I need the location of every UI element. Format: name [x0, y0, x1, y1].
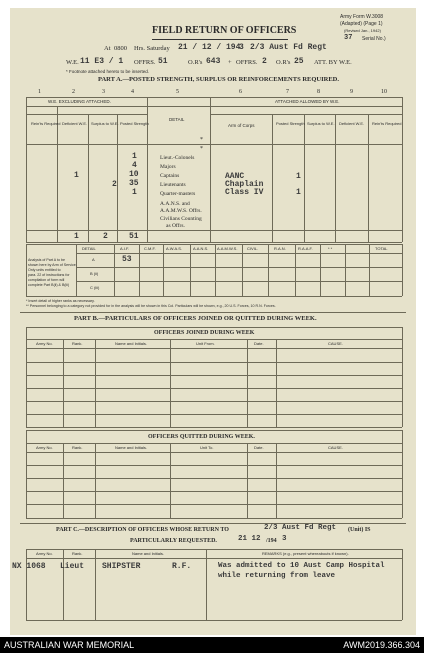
offrs-value: 51	[158, 57, 168, 66]
part-c-header-army-no: Army No.	[36, 551, 53, 556]
return-year-digit: 3	[239, 43, 244, 52]
part-c-unit: 2/3 Aust Fd Regt	[264, 524, 337, 532]
col-number-8: 8	[317, 89, 320, 95]
field-return-form	[10, 8, 416, 635]
we-excluding-attached-header: W.E. EXCLUDING ATTACHED.	[48, 99, 111, 104]
part-b-title: PART B.—PARTICULARS OF OFFICERS JOINED OR QUITTED DURING WEEK.	[74, 315, 317, 322]
quitted-header-rank: Rank.	[72, 445, 83, 450]
quitted-header-unit-to: Unit To.	[200, 445, 214, 450]
total-reints: 1	[74, 232, 79, 241]
archive-name: AUSTRALIAN WAR MEMORIAL	[4, 640, 135, 650]
analysis-header-aans: A.A.N.S.	[193, 246, 209, 251]
detail-header: DETAIL	[169, 117, 185, 122]
analysis-note-2: shown here by Arm of Service.	[28, 263, 77, 267]
analysis-header-cmf: C.M.F.	[144, 246, 156, 251]
ors2-value: 25	[294, 57, 304, 66]
we-value: 11 E3 / 1	[80, 57, 124, 66]
header-attached-surplus: Surplus to W.E.	[307, 121, 335, 126]
part-c-requested: PARTICULARLY REQUESTED.	[130, 538, 217, 544]
analysis-row-a: A	[92, 257, 95, 262]
army-form-number: Army Form W.3008	[340, 14, 384, 20]
total-surplus: 2	[103, 232, 108, 241]
analysis-note-5: compilation of form will	[28, 278, 65, 282]
part-c-remark-line-2: while returning from leave	[218, 572, 336, 580]
serial-number-value: 37	[344, 34, 353, 42]
we-label: W.E.	[66, 59, 79, 66]
part-c-unit-is: (Unit) IS	[348, 527, 371, 533]
total-posted: 51	[129, 232, 139, 241]
analysis-header-aif: A.I.F.	[120, 246, 130, 251]
analysis-header-raaf: R.A.A.F.	[298, 246, 313, 251]
part-a-title: PART A.—POSTED STRENGTH, SURPLUS OR REINFORCEMENTS REQUIRED.	[98, 76, 339, 83]
header-deficient-we: Deficient W.E.	[62, 121, 88, 126]
quitted-header-name: Name and Initials.	[115, 445, 148, 450]
analysis-header-awas: A.W.A.S.	[166, 246, 183, 251]
offrs2-value: 2	[262, 57, 267, 66]
analysis-header-civil: CIVIL.	[247, 246, 259, 251]
col-number-4: 4	[131, 89, 134, 95]
detail-asterisk: *	[200, 137, 203, 143]
quitted-header-date: Date.	[254, 445, 264, 450]
analysis-header-ran: R.A.N.	[274, 246, 286, 251]
posted-lt-col: 1	[132, 152, 137, 161]
arm-aanc: AANC	[225, 172, 245, 181]
header-attached-posted-strength: Posted Strength	[276, 121, 305, 126]
header-reints-required: Rein'ts Required	[31, 121, 61, 126]
joined-header-rank: Rank.	[72, 341, 83, 346]
rank-civilians: Civilians Counting	[160, 216, 202, 222]
attached-allowed-header: ATTACHED ALLOWED BY W.E.	[275, 99, 340, 104]
header-attached-reints: Rein'ts Required	[372, 121, 402, 126]
attached-posted-2: 1	[296, 188, 301, 197]
header-surplus-we: Surplus to W.E.	[91, 121, 119, 126]
analysis-note-4: para. 22 of instructions for	[28, 273, 70, 277]
rank-civilians-cont: as Offrs.	[166, 223, 185, 229]
title-underline	[152, 39, 288, 40]
part-c-title: PART C.—DESCRIPTION OF OFFICERS WHOSE RETURN TO	[56, 527, 229, 533]
attached-posted-1: 1	[296, 172, 301, 181]
rank-lieutenants: Lieutenants	[160, 182, 186, 188]
part-c-header-rank: Rank.	[72, 551, 83, 556]
col-number-2: 2	[72, 89, 75, 95]
quitted-header-army-no: Army No.	[36, 445, 53, 450]
rank-aans: A.A.N.S. and	[160, 201, 190, 207]
quitted-table-title: OFFICERS QUITTED DURING WEEK.	[148, 434, 255, 440]
joined-header-date: Date.	[254, 341, 264, 346]
col-number-7: 7	[286, 89, 289, 95]
army-form-adapted: (Adapted) (Page 1)	[340, 21, 383, 27]
analysis-header-aamws: A.A.M.W.S.	[217, 246, 238, 251]
att-by-we-label: ATT. BY W.E.	[314, 59, 352, 66]
rank-lieut-colonels: Lieut.-Colonels	[160, 155, 195, 161]
time-at-label: At	[104, 45, 111, 52]
rank-majors: Majors	[160, 164, 176, 170]
joined-table-title: OFFICERS JOINED DURING WEEK	[154, 330, 255, 336]
posted-captains: 10	[129, 170, 139, 179]
col-number-9: 9	[350, 89, 353, 95]
time-value: 0800	[114, 45, 127, 52]
part-c-header-remarks: REMARKS (e.g., present whereabouts if known).	[262, 551, 349, 556]
ors-label: O.R's	[188, 59, 203, 66]
analysis-row-b: B (ii)	[90, 271, 99, 276]
header-posted-strength: Posted Strength	[120, 121, 149, 126]
header-attached-deficient: Deficient W.E.	[339, 121, 365, 126]
offrs2-label: OFFRS.	[236, 59, 258, 66]
rank-captains: Captains	[160, 173, 180, 179]
part-c-year-suffix: 3	[282, 535, 287, 543]
col-number-5: 5	[176, 89, 179, 95]
ors-value: 643	[206, 57, 221, 66]
unit-name: 2/3 Aust Fd Regt	[250, 43, 327, 52]
part-c-rank: Lieut	[60, 562, 85, 571]
rank-aamws: A.A.M.W.S. Offrs.	[160, 208, 202, 214]
posted-lieutenants: 35	[129, 179, 139, 188]
form-title: FIELD RETURN OF OFFICERS	[152, 25, 297, 36]
posted-qm: 1	[132, 188, 137, 197]
serial-number-label: Serial No.)	[362, 36, 386, 42]
part-c-army-no: NX 1068	[12, 562, 46, 571]
analysis-note-3: Only units entitled to	[28, 268, 61, 272]
joined-header-army-no: Army No.	[36, 341, 53, 346]
analysis-note-6: complete Part B(ii) & B(iii)	[28, 283, 70, 287]
col-number-6: 6	[239, 89, 242, 95]
joined-header-cause: CAUSE.	[328, 341, 343, 346]
army-form-revised: (Revised Jan., 1942)	[344, 28, 381, 33]
col-number-1: 1	[38, 89, 41, 95]
analysis-header-total: TOTAL	[375, 246, 388, 251]
detail-asterisk-2: *	[200, 146, 203, 152]
footnote-attach-text: * Footnote attached hereto to be inserted.	[66, 69, 150, 74]
analysis-row-c: C (iii)	[90, 285, 100, 290]
part-c-year: /194	[266, 538, 277, 544]
part-c-name: SHIPSTER	[102, 562, 141, 571]
rank-quarter-masters: Quarter-masters	[160, 191, 196, 197]
part-c-date: 21 12	[238, 535, 261, 543]
archive-footer-bar	[0, 637, 424, 653]
surplus-value: 2	[112, 180, 117, 189]
footnote-1: * Insert detail of higher ranks as necessary.	[26, 299, 95, 303]
posted-majors: 4	[132, 161, 137, 170]
part-c-initials: R.F.	[172, 562, 192, 571]
col-number-3: 3	[102, 89, 105, 95]
footnote-2: ** Personnel belonging to a category not provided for in the analysis will be shown in this Col. Particulars will be shown, e.g., 20 U.S. Forces, 10 R.N. Forces.	[26, 304, 276, 308]
offrs-label: OFFRS.	[134, 59, 156, 66]
hrs-saturday-label: Hrs. Saturday	[134, 45, 170, 52]
analysis-aif-value: 53	[122, 255, 132, 264]
joined-header-name: Name and Initials.	[115, 341, 148, 346]
analysis-header-other: * *	[328, 246, 333, 251]
part-c-remark-line-1: Was admitted to 10 Aust Camp Hospital	[218, 562, 385, 570]
analysis-header-detail: DETAIL	[82, 246, 96, 251]
part-c-header-name: Name and Initials.	[132, 551, 165, 556]
plus-sign: +	[228, 59, 232, 66]
reints-required-value: 1	[74, 171, 79, 180]
arm-class-iv: Class IV	[225, 188, 264, 197]
header-arm-of-corps: Arm of Corps	[228, 123, 255, 128]
archive-reference: AWM2019.366.304	[343, 640, 420, 650]
arm-chaplain: Chaplain	[225, 180, 264, 189]
ors2-label: O.R's	[276, 59, 291, 66]
analysis-note-1: Analysis of Part A to be	[28, 258, 65, 262]
return-date: 21 / 12 / 194	[178, 43, 241, 52]
joined-header-unit-from: Unit From.	[196, 341, 215, 346]
col-number-10: 10	[381, 89, 387, 95]
quitted-header-cause: CAUSE.	[328, 445, 343, 450]
